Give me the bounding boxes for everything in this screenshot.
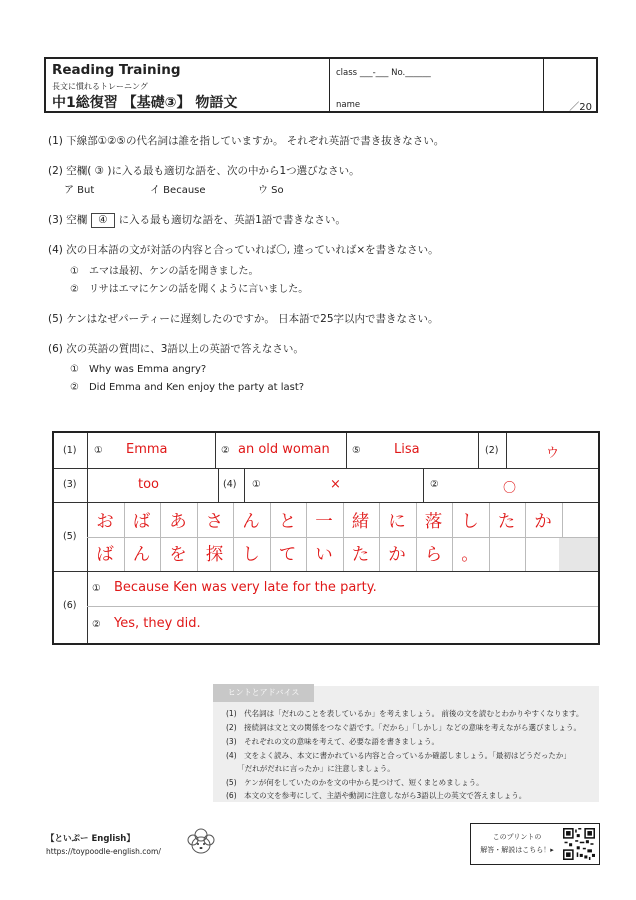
answer-6-2: Yes, they did.: [114, 616, 201, 631]
class-field: class ___-___ No.______: [336, 68, 431, 78]
score-cell: [544, 59, 596, 111]
answer-1-1: Emma: [126, 442, 168, 457]
mark-1-2: ②: [221, 445, 230, 456]
answer-1-5: Lisa: [394, 442, 420, 457]
answer-label-3: (3): [63, 479, 77, 490]
grid-char: ん: [242, 512, 260, 532]
answer-table: [52, 431, 600, 645]
option-a: ア But: [64, 185, 95, 196]
grid-char: た: [497, 512, 516, 532]
answer-label-2: (2): [485, 445, 499, 456]
question-6: (6) 次の英語の質問に、3語以上の英語で答えなさい。: [48, 343, 304, 355]
question-2: (2) 空欄( ③ )に入る最も適切な語を、次の中から1つ選びなさい。: [48, 165, 360, 177]
grid-char: て: [278, 545, 297, 565]
question-1: (1) 下線部①②⑤の代名詞は誰を指していますか。 それぞれ英語で書き抜きなさい。: [48, 135, 445, 147]
answer-label-5: (5): [63, 531, 77, 542]
question-4: (4) 次の日本語の文が対話の内容と合っていれば〇, 違っていれば×を書きなさい。: [48, 244, 439, 256]
question-4-item-1: ① エマは最初、ケンの話を聞きました。: [70, 266, 259, 277]
grid-char: ば: [96, 545, 114, 565]
hint-line: (5) ケンが何をしていたのかを文の中から見つけて、短くまとめましょう。: [226, 778, 484, 787]
hint-tab: ヒントとアドバイス: [213, 684, 314, 702]
student-info-cell: [330, 59, 544, 111]
worksheet-title: Reading Training: [52, 62, 181, 78]
brand-url[interactable]: https://toypoodle-english.com/: [46, 847, 161, 856]
question-3: (3) 空欄 ④ に入る最も適切な語を、英語1語で書きなさい。: [48, 214, 346, 226]
answer-link-line-1: このプリントの: [492, 833, 542, 841]
mark-4-1: ①: [252, 479, 261, 490]
grid-char: 落: [424, 512, 443, 532]
grid-char: さ: [205, 512, 224, 532]
grid-char: か: [534, 512, 552, 532]
answer-3: too: [138, 477, 160, 492]
mark-6-1: ①: [92, 583, 101, 594]
grid-shaded-cell: [559, 538, 598, 571]
hint-line: (4) 文をよく読み、本文に書かれている内容と合っているか確認しましょう。「最初はどうだったか」: [226, 751, 571, 760]
mark-6-2: ②: [92, 619, 101, 630]
question-6-item-1: ① Why was Emma angry?: [70, 364, 207, 375]
grid-char: ら: [424, 545, 443, 565]
qr-code-icon[interactable]: [563, 828, 595, 860]
poodle-logo-icon: [182, 826, 220, 858]
grid-char: と: [278, 512, 297, 532]
grid-char: 一: [315, 512, 333, 532]
answer-6-1: Because Ken was very late for the party.: [114, 580, 377, 595]
grid-char: を: [169, 545, 187, 565]
grid-char: 緒: [351, 512, 370, 532]
answer-label-6: (6): [63, 600, 77, 611]
unit-title: 中1総復習 【基礎③】 物語文: [52, 95, 238, 111]
hint-line: (3) それぞれの文の意味を考えて、必要な語を書きましょう。: [226, 737, 439, 746]
answer-label-4: (4): [223, 479, 237, 490]
grid-char: ば: [132, 512, 151, 532]
hint-line: (6) 本文の文を参考にして、主語や動詞に注意しながら3語以上の英文で答えましょう。: [226, 791, 527, 800]
hint-line: 「だれがだれに言ったか」に注意しましょう。: [226, 764, 395, 773]
grid-char: い: [315, 545, 333, 565]
worksheet-subtitle: 長文に慣れるトレーニング: [52, 82, 148, 91]
grid-char: た: [351, 545, 370, 565]
grid-char: 。: [461, 545, 479, 565]
mark-4-2: ②: [430, 479, 439, 490]
answer-link-line-2: 解答・解説はこちら！▸: [480, 846, 554, 854]
grid-char: 探: [205, 545, 224, 565]
worksheet-header: [44, 57, 598, 113]
grid-char: し: [242, 545, 260, 565]
grid-char: し: [461, 512, 479, 532]
answer-4-2: 〇: [503, 481, 517, 496]
hint-line: (2) 接続詞は文と文の関係をつなぐ語です。「だから」「しかし」などの意味を考えながら選びましょう。: [226, 723, 582, 732]
answer-1-2: an old woman: [238, 442, 330, 457]
answer-label-1: (1): [63, 445, 77, 456]
grid-char: に: [388, 512, 406, 532]
name-field: name: [336, 100, 361, 110]
option-i: イ Because: [150, 185, 206, 196]
question-6-item-2: ② Did Emma and Ken enjoy the party at last?: [70, 382, 305, 393]
answer-2: ウ: [546, 446, 560, 461]
mark-1-1: ①: [94, 445, 103, 456]
grid-char: お: [96, 512, 114, 532]
blank-box-4: ④: [91, 213, 114, 228]
option-u: ウ So: [258, 185, 284, 196]
brand-name: 【といぷー English】: [46, 834, 135, 844]
mark-1-5: ⑤: [352, 445, 361, 456]
answer-4-1: ×: [330, 477, 341, 492]
grid-char: か: [388, 545, 406, 565]
hint-line: (1) 代名詞は「だれのことを表しているか」を考えましょう。 前後の文を読むとわかりやすくなります。: [226, 709, 584, 718]
title-cell: [46, 59, 330, 111]
question-5: (5) ケンはなぜパーティーに遅刻したのですか。 日本語で25字以内で書きなさい。: [48, 313, 439, 325]
question-4-item-2: ② リサはエマにケンの話を聞くように言いました。: [70, 284, 309, 295]
grid-char: あ: [169, 512, 187, 532]
score-total: ／20: [569, 102, 592, 113]
grid-char: ん: [132, 545, 151, 565]
